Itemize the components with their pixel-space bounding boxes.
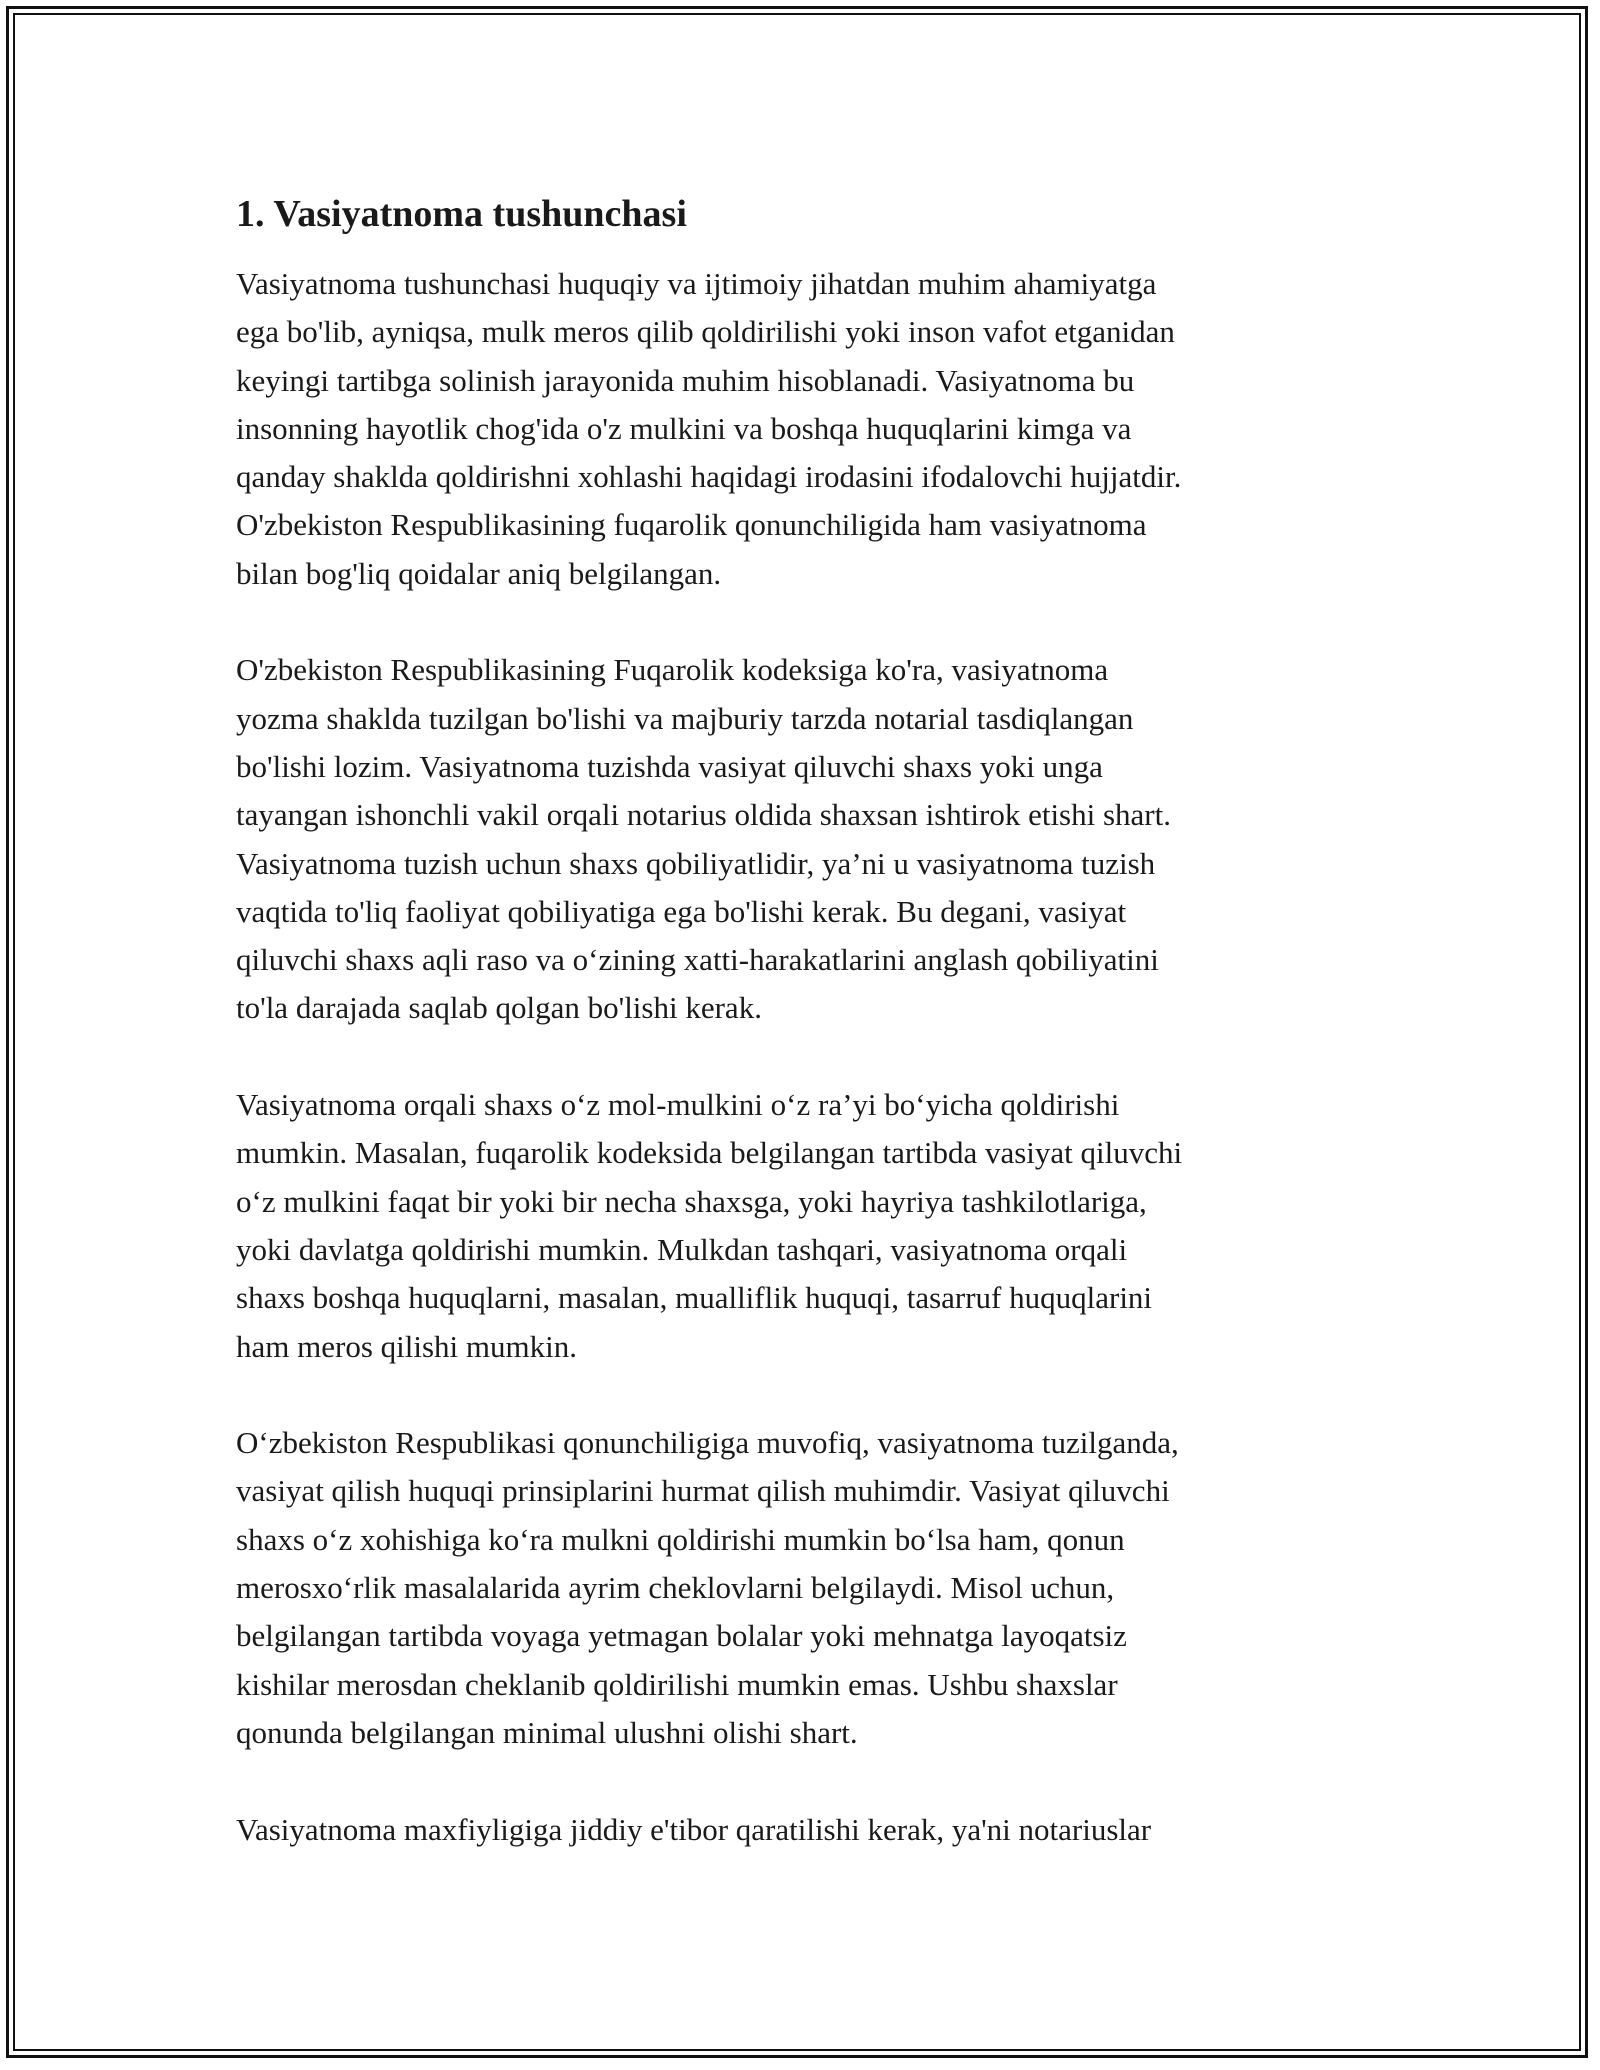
paragraph-line: shaxs boshqa huquqlarni, masalan, mualliflik huquqi, tasarruf huquqlarini (236, 1280, 1153, 1316)
paragraph-line: keyingi tartibga solinish jarayonida muhim hisoblanadi. Vasiyatnoma bu (236, 362, 1135, 398)
paragraph-line: qanday shaklda qoldirishni xohlashi haqidagi irodasini ifodalovchi hujjatdir. (236, 459, 1182, 495)
paragraph-line: Vasiyatnoma tushunchasi huquqiy va ijtimoiy jihatdan muhim ahamiyatga (236, 266, 1157, 301)
paragraph-line: qonunda belgilangan minimal ulushni olishi shart. (236, 1714, 858, 1750)
paragraph-line: yoki davlatga qoldirishi mumkin. Mulkdan tashqari, vasiyatnoma orqali (236, 1231, 1128, 1267)
document-body (236, 186, 1366, 1902)
paragraph-line: tayangan ishonchli vakil orqali notarius oldida shaxsan ishtirok etishi shart. (236, 797, 1171, 833)
paragraph (236, 260, 1366, 598)
paragraph-line: insonning hayotlik chog'ida o'z mulkini va boshqa huquqlarini kimga va (236, 410, 1132, 446)
paragraph-line: merosxo‘rlik masalalarida ayrim cheklovlarni belgilaydi. Misol uchun, (236, 1570, 1115, 1606)
paragraph-line: yozma shaklda tuzilgan bo'lishi va majburiy tarzda notarial tasdiqlangan (236, 700, 1134, 736)
paragraph (236, 1806, 1366, 1854)
paragraph (236, 646, 1366, 1032)
paragraph-line: shaxs o‘z xohishiga ko‘ra mulkni qoldirishi mumkin bo‘lsa ham, qonun (236, 1521, 1125, 1557)
paragraph-line: O'zbekiston Respublikasining fuqarolik qonunchiligida ham vasiyatnoma (236, 507, 1147, 543)
paragraph-list (236, 260, 1366, 1854)
paragraph-line: mumkin. Masalan, fuqarolik kodeksida belgilangan tartibda vasiyat qiluvchi (236, 1135, 1183, 1171)
paragraph-line: belgilangan tartibda voyaga yetmagan bolalar yoki mehnatga layoqatsiz (236, 1618, 1127, 1654)
paragraph-line: o‘z mulkini faqat bir yoki bir necha shaxsga, yoki hayriya tashkilotlariga, (236, 1183, 1147, 1219)
paragraph-line: to'la darajada saqlab qolgan bo'lishi kerak. (236, 990, 762, 1026)
paragraph-line: O‘zbekiston Respublikasi qonunchiligiga muvofiq, vasiyatnoma tuzilganda, (236, 1425, 1179, 1461)
section-heading: 1. Vasiyatnoma tushunchasi (236, 193, 687, 235)
paragraph (236, 1419, 1366, 1757)
paragraph-line: qiluvchi shaxs aqli raso va o‘zining xatti-harakatlarini anglash qobiliyatini (236, 942, 1159, 978)
paragraph-line: O'zbekiston Respublikasining Fuqarolik kodeksiga ko'ra, vasiyatnoma (236, 652, 1109, 688)
paragraph-line: Vasiyatnoma tuzish uchun shaxs qobiliyatlidir, ya’ni u vasiyatnoma tuzish (236, 845, 1156, 881)
paragraph-line: vaqtida to'liq faoliyat qobiliyatiga ega bo'lishi kerak. Bu degani, vasiyat (236, 893, 1127, 929)
paragraph-line: vasiyat qilish huquqi prinsiplarini hurmat qilish muhimdir. Vasiyat qiluvchi (236, 1473, 1170, 1509)
paragraph-line: ham meros qilishi mumkin. (236, 1328, 577, 1364)
paragraph-line: bo'lishi lozim. Vasiyatnoma tuzishda vasiyat qiluvchi shaxs yoki unga (236, 748, 1103, 784)
paragraph-line: Vasiyatnoma maxfiyligiga jiddiy e'tibor qaratilishi kerak, ya'ni notariuslar (236, 1811, 1152, 1847)
paragraph-line: bilan bog'liq qoidalar aniq belgilangan. (236, 555, 722, 591)
paragraph-line: kishilar merosdan cheklanib qoldirilishi mumkin emas. Ushbu shaxslar (236, 1666, 1118, 1702)
paragraph-line: ega bo'lib, ayniqsa, mulk meros qilib qoldirilishi yoki inson vafot etganidan (236, 314, 1175, 350)
paragraph (236, 1081, 1366, 1371)
paragraph-line: Vasiyatnoma orqali shaxs o‘z mol-mulkini o‘z ra’yi bo‘yicha qoldirishi (236, 1087, 1120, 1123)
